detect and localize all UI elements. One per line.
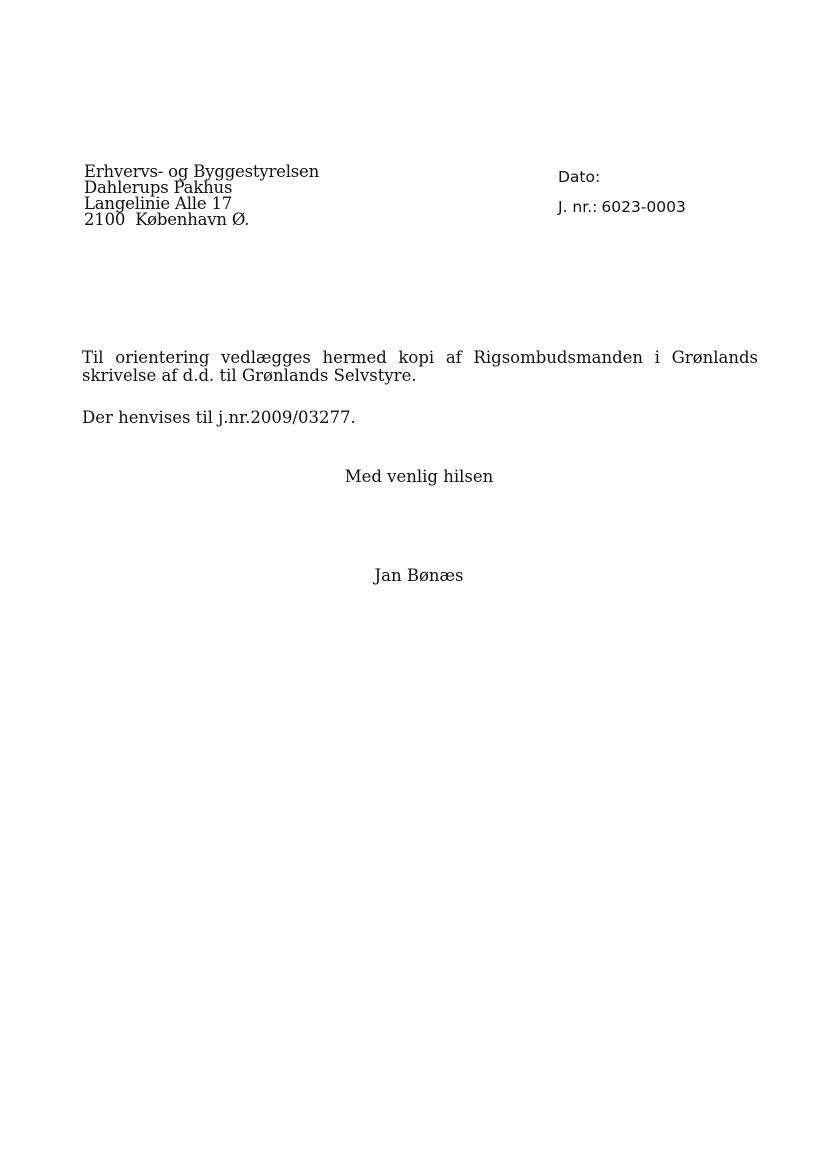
recipient-street: Langelinie Alle 17 <box>84 194 233 213</box>
body-paragraph-1-line-2: skrivelse af d.d. til Grønlands Selvstyre. <box>82 366 417 385</box>
recipient-address <box>84 164 319 228</box>
journal-number-row <box>558 198 686 216</box>
date-label: Dato: <box>558 168 601 186</box>
signer-name: Jan Bønæs <box>374 566 464 585</box>
recipient-name: Erhvervs- og Byggestyrelsen <box>84 162 320 181</box>
body-paragraph-1-line-1: Til orientering vedlægges hermed kopi af Rigsombudsmanden i Grønlands <box>82 348 758 367</box>
date-row <box>558 168 604 186</box>
recipient-building: Dahlerups Pakhus <box>84 178 233 197</box>
body-paragraph-1 <box>82 349 758 385</box>
journal-number-value: 6023-0003 <box>601 198 686 216</box>
body-paragraph-2: Der henvises til j.nr.2009/03277. <box>82 408 356 427</box>
recipient-city: 2100 København Ø. <box>84 210 250 229</box>
closing-greeting: Med venlig hilsen <box>344 467 494 486</box>
letter-body <box>82 348 758 427</box>
journal-number-label: J. nr.: <box>558 198 598 216</box>
